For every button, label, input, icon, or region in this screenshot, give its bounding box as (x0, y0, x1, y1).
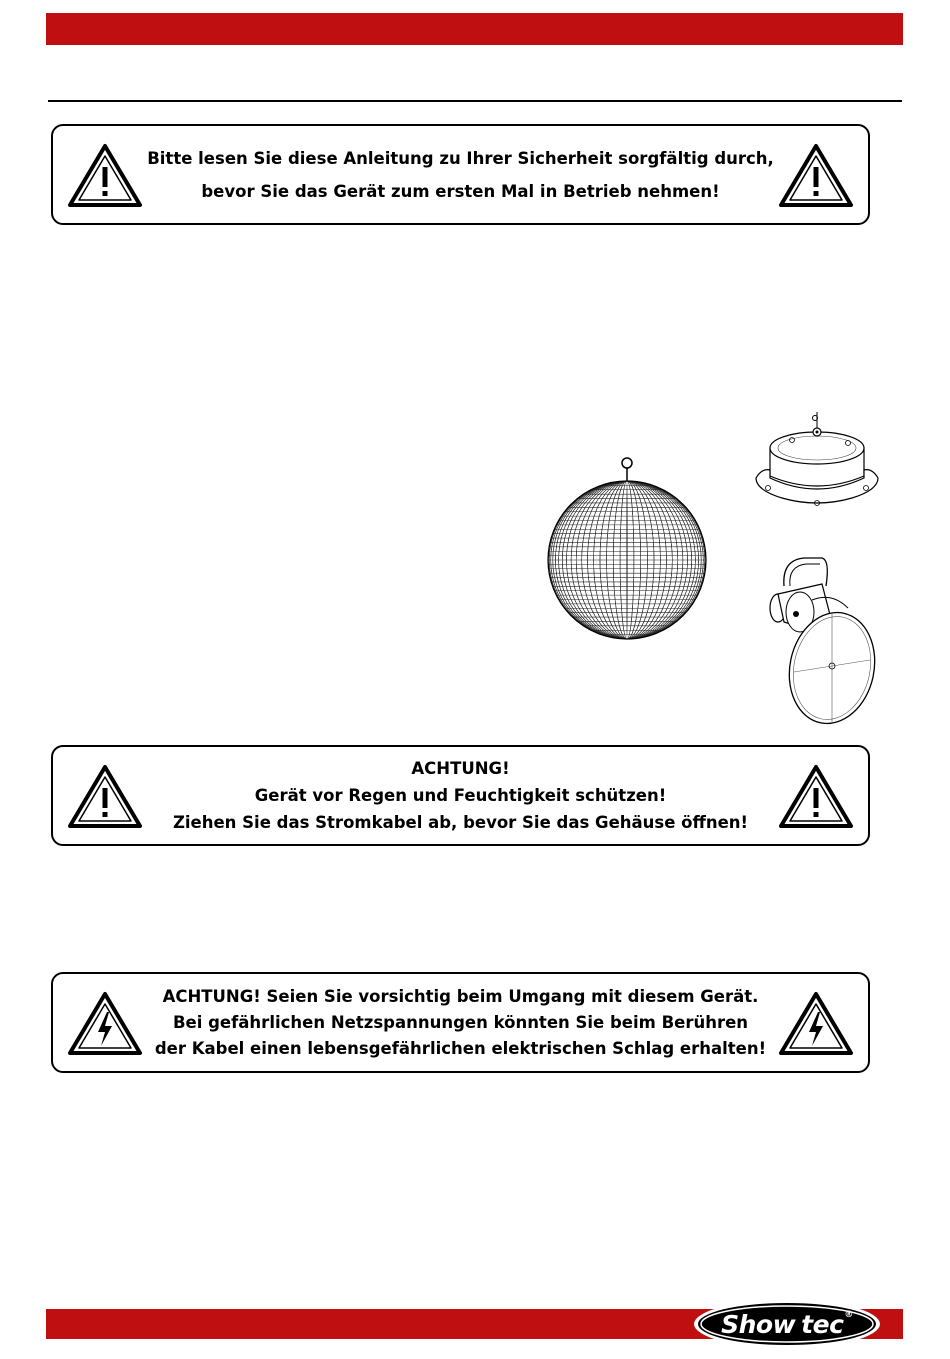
high-voltage-triangle-icon (67, 990, 143, 1056)
mirror-ball-illustration (540, 448, 715, 648)
logo-text (692, 1298, 882, 1350)
safety-notice-line-2: bevor Sie das Gerät zum ersten Mal in Betrieb nehmen! (201, 181, 720, 201)
mirror-ball-motor-illustration (752, 408, 882, 512)
electrical-warning-line-2: Bei gefährlichen Netzspannungen könnten Sie beim Berühren (172, 1012, 749, 1032)
header-rule (48, 100, 902, 102)
electrical-warning-line-1: ACHTUNG! Seien Sie vorsichtig beim Umgang mit diesem Gerät. (162, 986, 759, 1006)
warning-triangle-icon (67, 142, 143, 208)
moisture-warning-line-3: Ziehen Sie das Stromkabel ab, bevor Sie das Gehäuse öffnen! (172, 813, 749, 832)
moisture-warning-line-2: Gerät vor Regen und Feuchtigkeit schützen! (254, 786, 667, 805)
warning-triangle-icon (778, 142, 854, 208)
registered-mark: ® (844, 1310, 853, 1320)
pinspot-illustration (752, 548, 882, 728)
electrical-warning-text (153, 974, 768, 1071)
logo-text-show: Show (721, 1309, 796, 1339)
safety-notice-text (147, 126, 774, 223)
moisture-warning-line-1: ACHTUNG! (411, 759, 510, 778)
electrical-warning-line-3: der Kabel einen lebensgefährlichen elektrischen Schlag erhalten! (154, 1038, 767, 1058)
header-bar (46, 13, 903, 45)
high-voltage-triangle-icon (778, 990, 854, 1056)
electrical-warning-box (51, 972, 870, 1073)
warning-triangle-icon (67, 763, 143, 829)
safety-notice-box (51, 124, 870, 225)
warning-triangle-icon (778, 763, 854, 829)
logo-text-tec: tec (801, 1309, 844, 1339)
safety-notice-line-1: Bitte lesen Sie diese Anleitung zu Ihrer Sicherheit sorgfältig durch, (147, 148, 774, 168)
showtec-logo (692, 1298, 882, 1350)
moisture-warning-box (51, 745, 870, 846)
moisture-warning-text (153, 747, 768, 844)
